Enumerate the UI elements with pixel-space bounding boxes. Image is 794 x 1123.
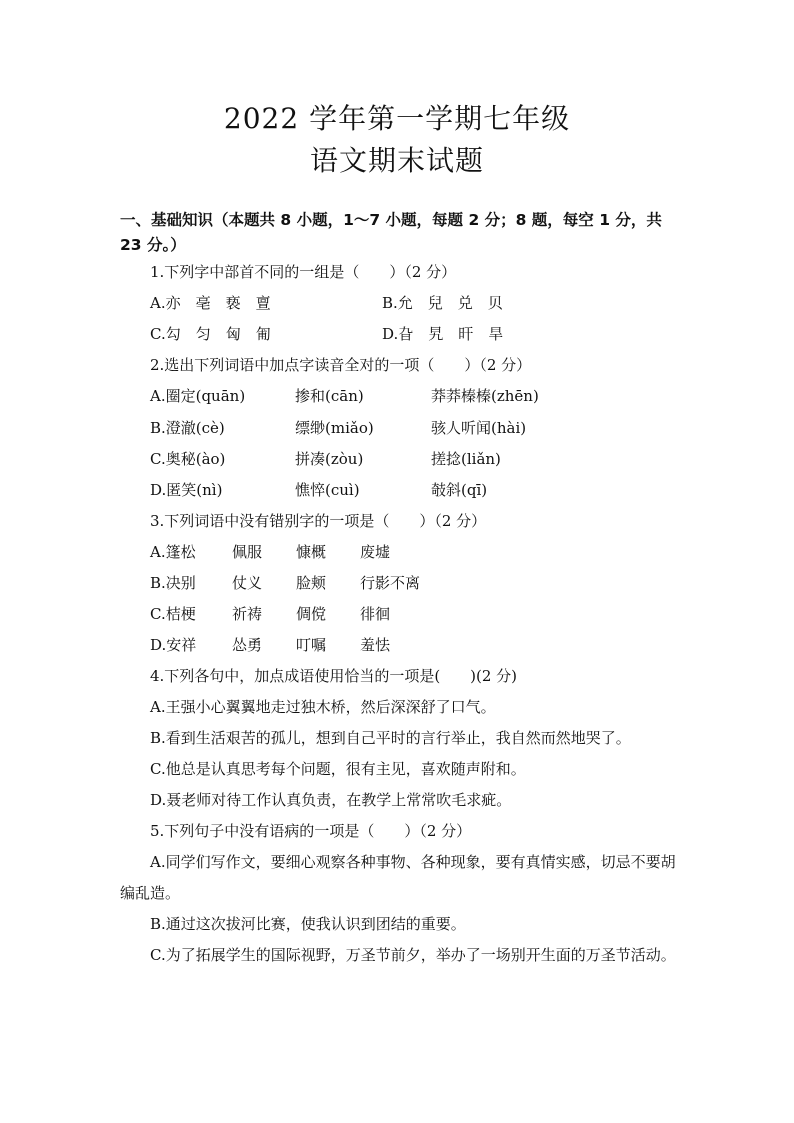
question-3-stem: 3.下列词语中没有错别字的一项是（ ）（2 分） bbox=[150, 512, 487, 530]
question-2-stem: 2.选出下列词语中加点字读音全对的一项（ ）（2 分） bbox=[150, 356, 532, 374]
option-c: C.勾 匀 匈 匍 bbox=[150, 325, 271, 343]
question-3-option-c bbox=[150, 604, 390, 624]
option-word: 攲斜(qī) bbox=[431, 481, 488, 499]
question-2-option-b bbox=[150, 418, 526, 438]
option-b: B.允 兒 兑 贝 bbox=[382, 294, 503, 312]
option-word: B.决别 bbox=[150, 574, 196, 592]
option-word: 掺和(cān) bbox=[295, 387, 364, 405]
option-word: D.匿笑(nì) bbox=[150, 481, 223, 499]
question-3-option-b bbox=[150, 573, 420, 593]
question-2-option-a bbox=[150, 386, 539, 406]
section-heading: 一、基础知识（本题共 8 小题，1～7 小题，每题 2 分；8 题，每空 1 分，共 23 分。） bbox=[120, 211, 662, 254]
question-2-option-c bbox=[150, 449, 501, 469]
question-5-option-b: B.通过这次拔河比赛，使我认识到团结的重要。 bbox=[150, 915, 466, 933]
option-word: 搓捻(liǎn) bbox=[431, 450, 501, 468]
exam-title-line1: 2022 学年第一学期七年级 bbox=[223, 102, 571, 135]
option-word: A.圈定(quān) bbox=[150, 387, 246, 405]
option-word: D.安祥 bbox=[150, 636, 197, 654]
question-5-stem: 5.下列句子中没有语病的一项是（ ）（2 分） bbox=[150, 822, 472, 840]
option-a: A.亦 亳 亵 亶 bbox=[150, 294, 271, 312]
question-5-option-c: C.为了拓展学生的国际视野，万圣节前夕，举办了一场别开生面的万圣节活动。 bbox=[150, 946, 676, 964]
option-word: 羞怯 bbox=[360, 636, 391, 654]
option-word: 怂勇 bbox=[232, 636, 263, 654]
option-word: A.篷松 bbox=[150, 543, 196, 561]
option-word: 佩服 bbox=[232, 543, 263, 561]
option-word: 拼凑(zòu) bbox=[295, 450, 364, 468]
question-1-options-ab bbox=[150, 293, 503, 313]
option-word: 祈祷 bbox=[232, 605, 263, 623]
option-word: 慷概 bbox=[296, 543, 327, 561]
question-4-option-b: B.看到生活艰苦的孤儿，想到自己平时的言行举止，我自然而然地哭了。 bbox=[150, 729, 631, 747]
option-word: B.澄澈(cè) bbox=[150, 419, 225, 437]
option-word: 仗义 bbox=[232, 574, 263, 592]
option-word: 脸颊 bbox=[296, 574, 327, 592]
option-word: 缥缈(miǎo) bbox=[295, 419, 374, 437]
option-word: 倜傥 bbox=[296, 605, 327, 623]
option-d: D.旮 旯 旰 旱 bbox=[382, 325, 504, 343]
question-4-stem: 4.下列各句中，加点成语使用恰当的一项是( )(2 分) bbox=[150, 667, 518, 685]
question-3-option-a bbox=[150, 542, 390, 562]
question-3-option-d bbox=[150, 635, 390, 655]
question-5-option-a: A.同学们写作文，要细心观察各种事物、各种现象，要有真情实感，切忌不要胡编乱造。 bbox=[120, 853, 676, 902]
option-word: C.奥秘(ào) bbox=[150, 450, 226, 468]
option-word: 叮嘱 bbox=[296, 636, 327, 654]
question-1-stem: 1.下列字中部首不同的一组是（ ）（2 分） bbox=[150, 263, 457, 281]
question-1-options-cd bbox=[150, 324, 503, 344]
option-word: 废墟 bbox=[360, 543, 391, 561]
option-word: 憔悴(cuì) bbox=[295, 481, 360, 499]
option-word: 徘徊 bbox=[360, 605, 391, 623]
exam-title-line2: 语文期末试题 bbox=[309, 144, 484, 177]
option-word: 骇人听闻(hài) bbox=[431, 419, 527, 437]
question-4-option-c: C.他总是认真思考每个问题，很有主见，喜欢随声附和。 bbox=[150, 760, 526, 778]
question-2-option-d bbox=[150, 480, 487, 500]
option-word: 莽莽榛榛(zhēn) bbox=[431, 387, 539, 405]
question-4-option-a: A.王强小心翼翼地走过独木桥，然后深深舒了口气。 bbox=[150, 698, 496, 716]
question-4-option-d: D.聂老师对待工作认真负责，在教学上常常吹毛求疵。 bbox=[150, 791, 512, 809]
option-word: 行影不离 bbox=[360, 574, 421, 592]
option-word: C.桔梗 bbox=[150, 605, 196, 623]
